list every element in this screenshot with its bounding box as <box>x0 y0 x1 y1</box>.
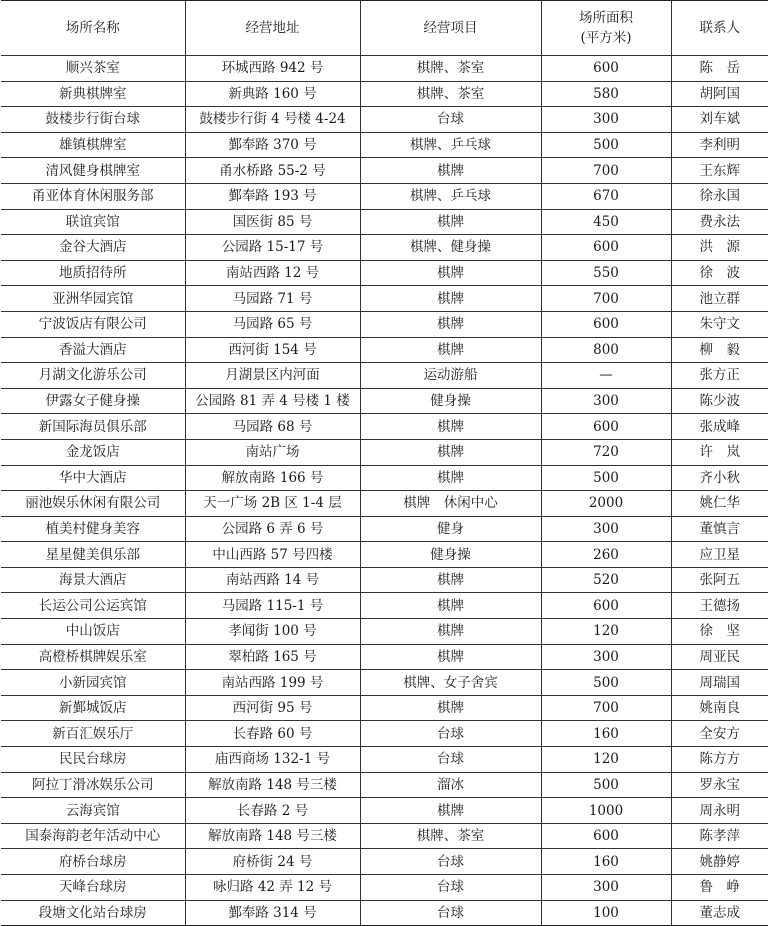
cell-area: 600 <box>541 235 671 261</box>
cell-contact: 朱守文 <box>671 311 768 337</box>
table-row <box>1 260 768 286</box>
cell-address: 孝闻街 100 号 <box>185 619 360 645</box>
cell-items: 棋牌 <box>360 286 541 312</box>
cell-address: 新典路 160 号 <box>185 81 360 107</box>
cell-name: 华中大酒店 <box>1 465 185 491</box>
cell-address: 国医街 85 号 <box>185 209 360 235</box>
table-row <box>1 900 768 926</box>
cell-name: 香溢大酒店 <box>1 337 185 363</box>
cell-address: 西河街 154 号 <box>185 337 360 363</box>
table-row <box>1 542 768 568</box>
table-row <box>1 593 768 619</box>
cell-items: 棋牌 <box>360 593 541 619</box>
cell-area: 160 <box>541 849 671 875</box>
cell-items: 台球 <box>360 900 541 926</box>
table-row <box>1 721 768 747</box>
cell-items: 棋牌 <box>360 158 541 184</box>
cell-address: 鄞奉路 193 号 <box>185 183 360 209</box>
cell-area: 600 <box>541 311 671 337</box>
cell-address: 鄞奉路 314 号 <box>185 900 360 926</box>
table-row <box>1 619 768 645</box>
table-row <box>1 465 768 491</box>
table-row <box>1 644 768 670</box>
cell-address: 马园路 115-1 号 <box>185 593 360 619</box>
cell-area: 300 <box>541 107 671 133</box>
table-row <box>1 388 768 414</box>
table-row <box>1 747 768 773</box>
cell-area: — <box>541 363 671 389</box>
cell-name: 新鄞城饭店 <box>1 695 185 721</box>
cell-contact: 姚仁华 <box>671 491 768 517</box>
cell-name: 顺兴茶室 <box>1 56 185 82</box>
cell-items: 台球 <box>360 107 541 133</box>
cell-contact: 池立群 <box>671 286 768 312</box>
cell-name: 新百汇娱乐厅 <box>1 721 185 747</box>
cell-contact: 徐 坚 <box>671 619 768 645</box>
venue-table <box>1 0 768 926</box>
cell-name: 地质招待所 <box>1 260 185 286</box>
cell-area: 600 <box>541 56 671 82</box>
cell-address: 马园路 65 号 <box>185 311 360 337</box>
cell-address: 公园路 15-17 号 <box>185 235 360 261</box>
cell-address: 马园路 68 号 <box>185 414 360 440</box>
cell-contact: 陈方方 <box>671 747 768 773</box>
header-contact: 联系人 <box>671 1 768 56</box>
cell-name: 丽池娱乐休闲有限公司 <box>1 491 185 517</box>
table-row <box>1 414 768 440</box>
table-row <box>1 695 768 721</box>
cell-name: 鼓楼步行街台球 <box>1 107 185 133</box>
table-row <box>1 107 768 133</box>
cell-contact: 陈少波 <box>671 388 768 414</box>
cell-area: 720 <box>541 439 671 465</box>
cell-items: 健身操 <box>360 388 541 414</box>
cell-contact: 洪 源 <box>671 235 768 261</box>
cell-address: 马园路 71 号 <box>185 286 360 312</box>
cell-contact: 张阿五 <box>671 567 768 593</box>
cell-contact: 姚静婷 <box>671 849 768 875</box>
cell-address: 甬水桥路 55-2 号 <box>185 158 360 184</box>
cell-items: 棋牌、茶室 <box>360 823 541 849</box>
cell-name: 府桥台球房 <box>1 849 185 875</box>
table-row <box>1 337 768 363</box>
cell-address: 咏归路 42 弄 12 号 <box>185 875 360 901</box>
cell-name: 清风健身棋牌室 <box>1 158 185 184</box>
cell-name: 段塘文化站台球房 <box>1 900 185 926</box>
cell-address: 天一广场 2B 区 1-4 层 <box>185 491 360 517</box>
cell-area: 120 <box>541 619 671 645</box>
cell-address: 长春路 60 号 <box>185 721 360 747</box>
cell-area: 120 <box>541 747 671 773</box>
cell-items: 棋牌 <box>360 644 541 670</box>
cell-area: 1000 <box>541 798 671 824</box>
cell-name: 民民台球房 <box>1 747 185 773</box>
cell-name: 天峰台球房 <box>1 875 185 901</box>
cell-items: 棋牌、乒乓球 <box>360 183 541 209</box>
cell-area: 520 <box>541 567 671 593</box>
cell-items: 棋牌 <box>360 798 541 824</box>
table-row <box>1 670 768 696</box>
cell-contact: 周永明 <box>671 798 768 824</box>
table-row <box>1 567 768 593</box>
cell-area: 500 <box>541 772 671 798</box>
cell-address: 府桥街 24 号 <box>185 849 360 875</box>
cell-items: 棋牌 <box>360 209 541 235</box>
table-row <box>1 81 768 107</box>
header-name: 场所名称 <box>1 1 185 56</box>
cell-contact: 周亚民 <box>671 644 768 670</box>
cell-address: 南站西路 199 号 <box>185 670 360 696</box>
cell-name: 植美村健身美容 <box>1 516 185 542</box>
cell-contact: 齐小秋 <box>671 465 768 491</box>
cell-contact: 柳 毅 <box>671 337 768 363</box>
cell-area: 300 <box>541 875 671 901</box>
cell-address: 庙西商场 132-1 号 <box>185 747 360 773</box>
cell-name: 金谷大酒店 <box>1 235 185 261</box>
cell-items: 棋牌、乒乓球 <box>360 132 541 158</box>
cell-contact: 张方正 <box>671 363 768 389</box>
cell-address: 长春路 2 号 <box>185 798 360 824</box>
cell-area: 260 <box>541 542 671 568</box>
cell-contact: 张成峰 <box>671 414 768 440</box>
cell-contact: 徐 波 <box>671 260 768 286</box>
table-row <box>1 491 768 517</box>
cell-contact: 胡阿国 <box>671 81 768 107</box>
cell-items: 棋牌、女子舍宾 <box>360 670 541 696</box>
cell-contact: 董志成 <box>671 900 768 926</box>
table-header <box>1 1 768 56</box>
cell-contact: 陈孝萍 <box>671 823 768 849</box>
cell-contact: 许 岚 <box>671 439 768 465</box>
cell-area: 800 <box>541 337 671 363</box>
cell-area: 500 <box>541 465 671 491</box>
cell-name: 星星健美俱乐部 <box>1 542 185 568</box>
table-row <box>1 56 768 82</box>
table-row <box>1 875 768 901</box>
cell-contact: 徐永国 <box>671 183 768 209</box>
header-items: 经营项目 <box>360 1 541 56</box>
cell-items: 棋牌、茶室 <box>360 81 541 107</box>
header-area-line2: (平方米) <box>580 30 632 46</box>
cell-area: 300 <box>541 516 671 542</box>
cell-items: 棋牌 <box>360 567 541 593</box>
table-body <box>1 56 768 926</box>
cell-area: 600 <box>541 593 671 619</box>
cell-contact: 全安方 <box>671 721 768 747</box>
cell-address: 鄞奉路 370 号 <box>185 132 360 158</box>
cell-contact: 周瑞国 <box>671 670 768 696</box>
cell-name: 云海宾馆 <box>1 798 185 824</box>
cell-items: 台球 <box>360 747 541 773</box>
cell-contact: 王德扬 <box>671 593 768 619</box>
cell-contact: 应卫星 <box>671 542 768 568</box>
cell-items: 棋牌 <box>360 439 541 465</box>
table-row <box>1 798 768 824</box>
table-row <box>1 183 768 209</box>
header-area <box>541 1 671 56</box>
cell-address: 鼓楼步行街 4 号楼 4-24 <box>185 107 360 133</box>
cell-items: 健身操 <box>360 542 541 568</box>
cell-address: 西河街 95 号 <box>185 695 360 721</box>
cell-items: 运动游船 <box>360 363 541 389</box>
cell-items: 棋牌 <box>360 414 541 440</box>
cell-items: 棋牌 <box>360 260 541 286</box>
cell-address: 南站西路 12 号 <box>185 260 360 286</box>
cell-contact: 刘车斌 <box>671 107 768 133</box>
cell-items: 棋牌 <box>360 695 541 721</box>
cell-name: 中山饭店 <box>1 619 185 645</box>
table-row <box>1 439 768 465</box>
cell-name: 甬亚体育休闲服务部 <box>1 183 185 209</box>
cell-area: 160 <box>541 721 671 747</box>
cell-items: 棋牌 <box>360 465 541 491</box>
cell-name: 国泰海韵老年活动中心 <box>1 823 185 849</box>
cell-address: 公园路 6 弄 6 号 <box>185 516 360 542</box>
cell-area: 600 <box>541 414 671 440</box>
cell-area: 670 <box>541 183 671 209</box>
cell-name: 月湖文化游乐公司 <box>1 363 185 389</box>
cell-area: 550 <box>541 260 671 286</box>
cell-area: 300 <box>541 388 671 414</box>
cell-contact: 姚南良 <box>671 695 768 721</box>
table-row <box>1 772 768 798</box>
cell-address: 解放南路 148 号三楼 <box>185 823 360 849</box>
table-row <box>1 235 768 261</box>
cell-items: 台球 <box>360 875 541 901</box>
cell-items: 棋牌、健身操 <box>360 235 541 261</box>
header-address: 经营地址 <box>185 1 360 56</box>
table-row <box>1 823 768 849</box>
cell-name: 雄镇棋牌室 <box>1 132 185 158</box>
cell-name: 伊露女子健身操 <box>1 388 185 414</box>
table-row <box>1 363 768 389</box>
table-row <box>1 311 768 337</box>
table-row <box>1 516 768 542</box>
cell-contact: 陈 岳 <box>671 56 768 82</box>
table-row <box>1 209 768 235</box>
cell-address: 解放南路 148 号三楼 <box>185 772 360 798</box>
cell-items: 棋牌 休闲中心 <box>360 491 541 517</box>
cell-items: 棋牌、茶室 <box>360 56 541 82</box>
cell-area: 450 <box>541 209 671 235</box>
table-row <box>1 286 768 312</box>
cell-address: 南站西路 14 号 <box>185 567 360 593</box>
cell-area: 500 <box>541 670 671 696</box>
header-row <box>1 1 768 56</box>
cell-name: 金龙饭店 <box>1 439 185 465</box>
table-row <box>1 132 768 158</box>
header-area-line1: 场所面积 <box>579 10 633 26</box>
cell-address: 环城西路 942 号 <box>185 56 360 82</box>
cell-address: 解放南路 166 号 <box>185 465 360 491</box>
cell-name: 高橙桥棋牌娱乐室 <box>1 644 185 670</box>
cell-items: 棋牌 <box>360 337 541 363</box>
cell-address: 中山西路 57 号四楼 <box>185 542 360 568</box>
cell-address: 南站广场 <box>185 439 360 465</box>
cell-contact: 王东辉 <box>671 158 768 184</box>
cell-area: 500 <box>541 132 671 158</box>
cell-items: 台球 <box>360 849 541 875</box>
cell-area: 600 <box>541 823 671 849</box>
cell-address: 月湖景区内河面 <box>185 363 360 389</box>
cell-items: 健身 <box>360 516 541 542</box>
table-row <box>1 849 768 875</box>
cell-address: 翠柏路 165 号 <box>185 644 360 670</box>
cell-area: 700 <box>541 695 671 721</box>
cell-items: 台球 <box>360 721 541 747</box>
cell-name: 阿拉丁滑冰娱乐公司 <box>1 772 185 798</box>
cell-contact: 董慎言 <box>671 516 768 542</box>
table-row <box>1 158 768 184</box>
cell-area: 2000 <box>541 491 671 517</box>
cell-items: 棋牌 <box>360 619 541 645</box>
cell-area: 700 <box>541 158 671 184</box>
cell-name: 长运公司公运宾馆 <box>1 593 185 619</box>
cell-items: 棋牌 <box>360 311 541 337</box>
cell-name: 联谊宾馆 <box>1 209 185 235</box>
cell-name: 新国际海员俱乐部 <box>1 414 185 440</box>
cell-name: 亚洲华园宾馆 <box>1 286 185 312</box>
cell-area: 100 <box>541 900 671 926</box>
cell-contact: 鲁 峥 <box>671 875 768 901</box>
cell-name: 宁波饭店有限公司 <box>1 311 185 337</box>
cell-address: 公园路 81 弄 4 号楼 1 楼 <box>185 388 360 414</box>
cell-name: 小新园宾馆 <box>1 670 185 696</box>
cell-area: 700 <box>541 286 671 312</box>
cell-name: 新典棋牌室 <box>1 81 185 107</box>
cell-contact: 罗永宝 <box>671 772 768 798</box>
cell-area: 580 <box>541 81 671 107</box>
cell-contact: 李利明 <box>671 132 768 158</box>
cell-name: 海景大酒店 <box>1 567 185 593</box>
cell-area: 300 <box>541 644 671 670</box>
cell-contact: 费永法 <box>671 209 768 235</box>
cell-items: 溜冰 <box>360 772 541 798</box>
